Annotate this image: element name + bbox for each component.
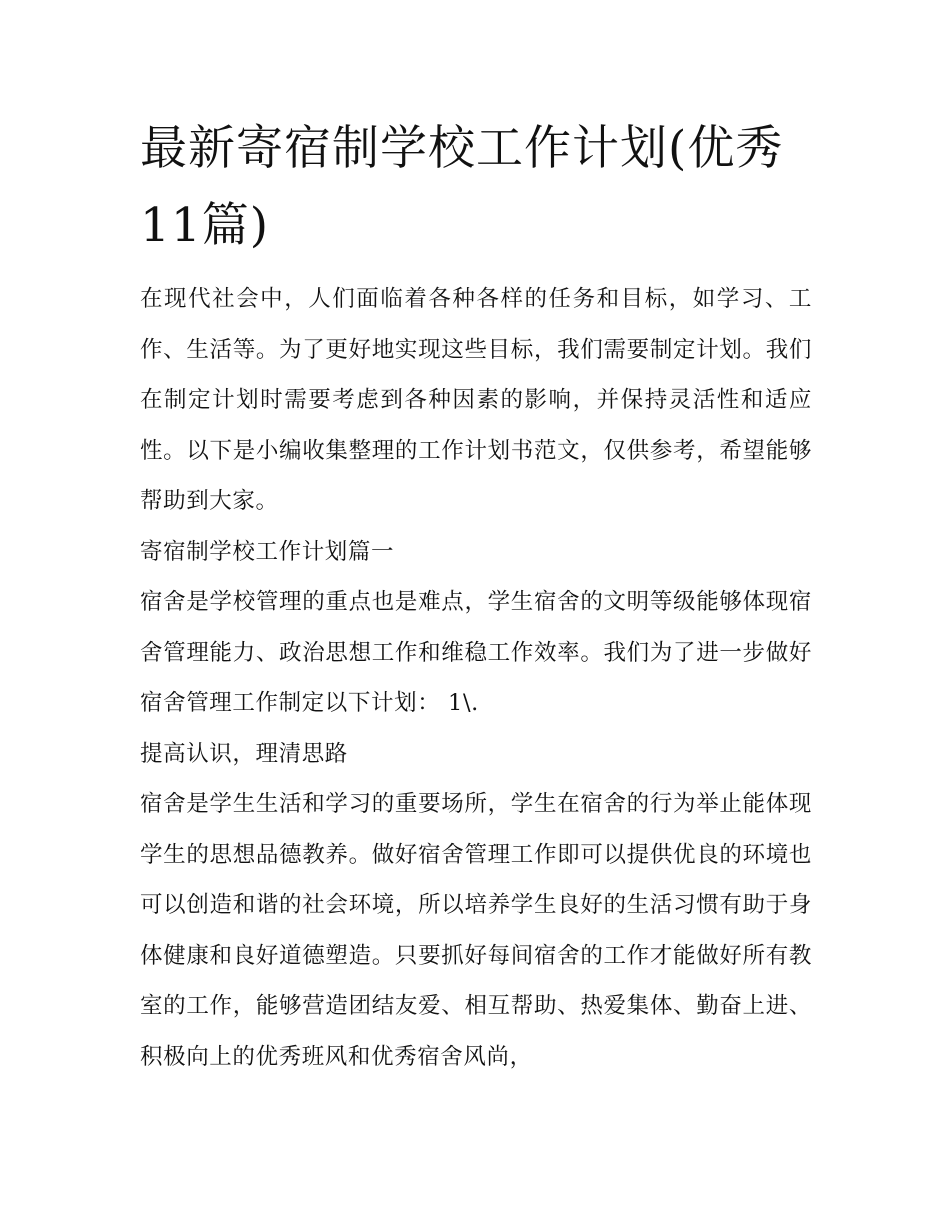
title-block xyxy=(140,110,812,264)
document-title: 最新寄宿制学校工作计划(优秀11篇) xyxy=(140,121,784,253)
subheading: 提高认识，理清思路 xyxy=(140,740,348,767)
section-heading: 寄宿制学校工作计划篇一 xyxy=(140,538,395,565)
section-paragraph-2: 宿舍是学生生活和学习的重要场所，学生在宿舍的行为举止能体现学生的思想品德教养。做好宿舍管理工作即可以提供优良的环境也可以创造和谐的社会环境，所以培养学生良好的生活习惯有助于身体健康和良好道德塑造。只要抓好每间宿舍的工作才能做好所有教室的工作，能够营造团结友爱、相互帮助、热爱集体、勤奋上进、积极向上的优秀班风和优秀宿舍风尚， xyxy=(140,791,812,1070)
document-body xyxy=(140,110,812,1082)
section-paragraph-1: 宿舍是学校管理的重点也是难点，学生宿舍的文明等级能够体现宿舍管理能力、政治思想工作和维稳工作效率。我们为了进一步做好宿舍管理工作制定以下计划： 1\. xyxy=(140,589,812,716)
intro-paragraph: 在现代社会中，人们面临着各种各样的任务和目标，如学习、工作、生活等。为了更好地实现这些目标，我们需要制定计划。我们在制定计划时需要考虑到各种因素的影响，并保持灵活性和适应性。以下是小编收集整理的工作计划书范文，仅供参考，希望能够帮助到大家。 xyxy=(140,286,812,514)
